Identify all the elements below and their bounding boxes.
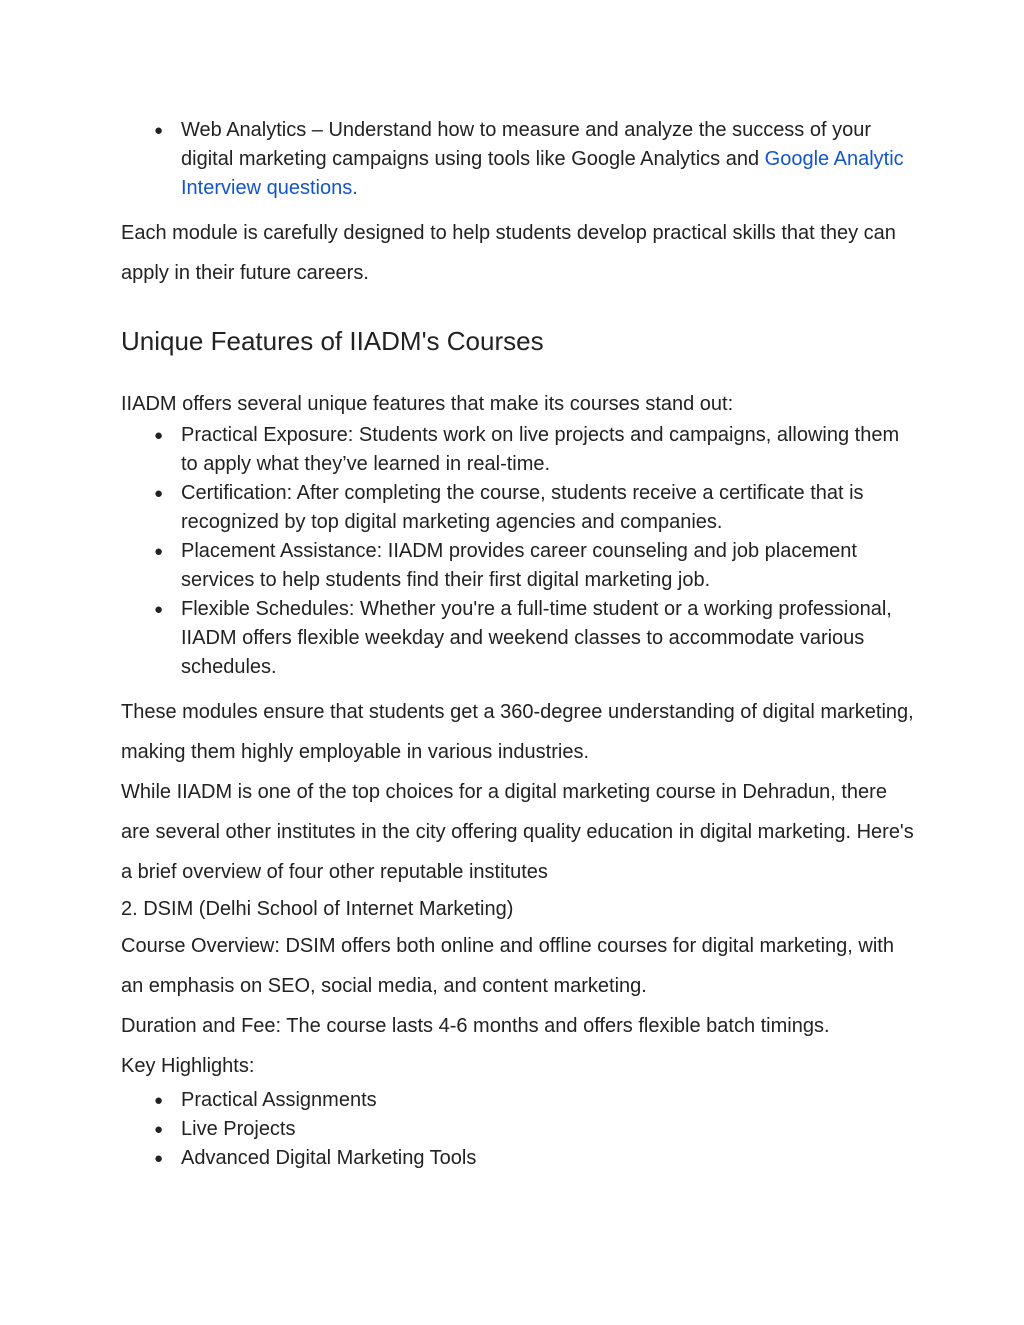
list-item bbox=[154, 1144, 921, 1173]
bullet-icon: ● bbox=[154, 543, 164, 560]
features-intro: IIADM offers several unique features that make its courses stand out: bbox=[121, 393, 734, 415]
feature-certification: Certification: After completing the course, students receive a certificate that is recognized by top digital marketing agencies and companies. bbox=[181, 482, 864, 533]
highlight-live-projects: Live Projects bbox=[181, 1118, 296, 1140]
bullet-icon: ● bbox=[154, 1121, 164, 1138]
web-analytics-text: Web Analytics – Understand how to measure and analyze the success of your digital marketing campaigns using tools like Google Analytics and bbox=[181, 119, 872, 170]
link-trailing-period: . bbox=[352, 177, 358, 199]
bullet-icon: ● bbox=[154, 1150, 164, 1167]
document-content bbox=[121, 116, 921, 1173]
bullet-icon: ● bbox=[154, 1092, 164, 1109]
bullet-icon: ● bbox=[154, 122, 164, 139]
list-item bbox=[154, 595, 921, 682]
highlight-advanced-tools: Advanced Digital Marketing Tools bbox=[181, 1147, 477, 1169]
bullet-icon: ● bbox=[154, 601, 164, 618]
modules-paragraph: These modules ensure that students get a 360-degree understanding of digital marketing, making them highly employable in various industries. bbox=[121, 701, 914, 763]
list-item bbox=[154, 537, 921, 595]
list-item bbox=[154, 479, 921, 537]
module-paragraph: Each module is carefully designed to help students develop practical skills that they can apply in their future careers. bbox=[121, 222, 896, 284]
feature-placement-assistance: Placement Assistance: IIADM provides career counseling and job placement services to help students find their first digital marketing job. bbox=[181, 540, 857, 591]
feature-practical-exposure: Practical Exposure: Students work on live projects and campaigns, allowing them to apply what they’ve learned in real-time. bbox=[181, 424, 900, 475]
list-item bbox=[154, 116, 921, 203]
list-item bbox=[154, 1115, 921, 1144]
list-item bbox=[154, 1086, 921, 1115]
section-heading: Unique Features of IIADM's Courses bbox=[121, 326, 544, 356]
dsim-title: 2. DSIM (Delhi School of Internet Marketing) bbox=[121, 898, 514, 920]
list-item bbox=[154, 421, 921, 479]
web-analytics-list bbox=[121, 116, 921, 203]
features-list bbox=[121, 421, 921, 682]
google-analytics-interview-link[interactable]: Google Analytic Interview questions bbox=[181, 148, 904, 199]
highlight-practical-assignments: Practical Assignments bbox=[181, 1089, 377, 1111]
bullet-icon: ● bbox=[154, 485, 164, 502]
dsim-overview: Course Overview: DSIM offers both online and offline courses for digital marketing, with an emphasis on SEO, social media, and content marketing. bbox=[121, 935, 894, 997]
bullet-icon: ● bbox=[154, 427, 164, 444]
dsim-highlights-list bbox=[121, 1086, 921, 1173]
other-institutes-paragraph: While IIADM is one of the top choices for a digital marketing course in Dehradun, there are several other institutes in the city offering quality education in digital marketing. Here's a brief overview of four other reputable institutes bbox=[121, 781, 914, 883]
dsim-highlights-label: Key Highlights: bbox=[121, 1055, 255, 1077]
dsim-duration: Duration and Fee: The course lasts 4-6 months and offers flexible batch timings. bbox=[121, 1015, 830, 1037]
feature-flexible-schedules: Flexible Schedules: Whether you're a full-time student or a working professional, IIADM offers flexible weekday and weekend classes to accommodate various schedules. bbox=[181, 598, 892, 678]
